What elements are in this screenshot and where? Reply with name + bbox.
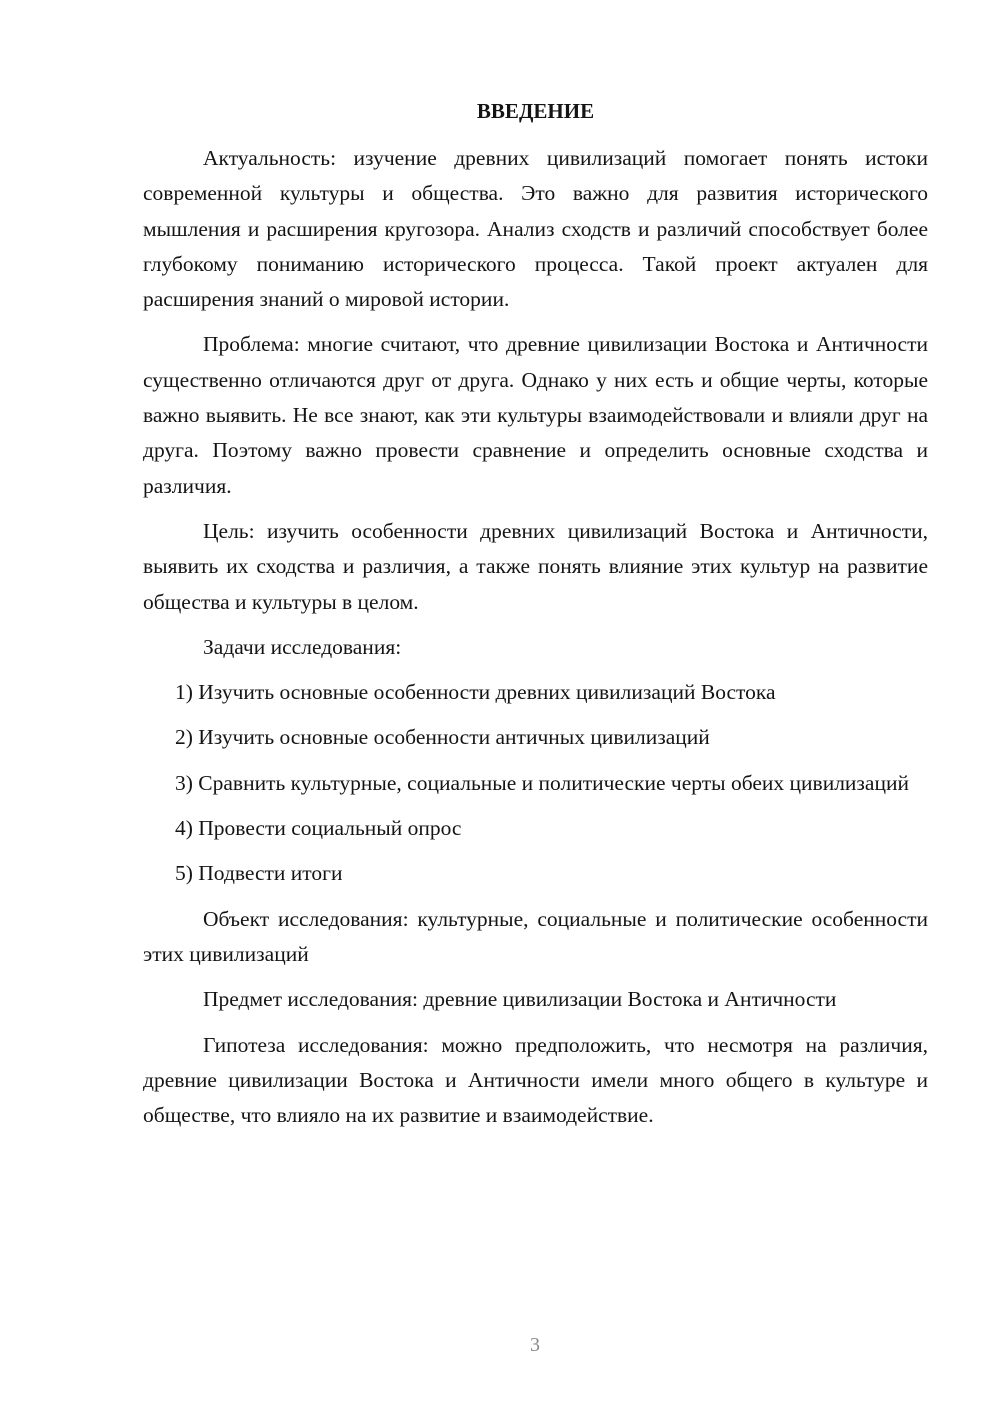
paragraph-relevance: Актуальность: изучение древних цивилизаций помогает понять истоки современной культуры и общества. Это важно для развития исторического мышления и расширения кругозора. Анализ сходств и различий способствует более глубокому пониманию исторического процесса. Такой проект актуален для расширения знаний о мировой истории.: [143, 146, 928, 312]
section-title: ВВЕДЕНИЕ: [476, 99, 595, 123]
page-number: 3: [530, 1334, 540, 1356]
list-item: 3) Сравнить культурные, социальные и политические черты обеих цивилизаций: [175, 770, 909, 795]
paragraph-problem: Проблема: многие считают, что древние цивилизации Востока и Античности существенно отличаются друг от друга. Однако у них есть и общие черты, которые важно выявить. Не все знают, как эти культуры взаимодействовали и влияли друг на друга. Поэтому важно провести сравнение и определить основные сходства и различия.: [143, 332, 928, 498]
paragraph-goal: Цель: изучить особенности древних цивилизаций Востока и Античности, выявить их сходства и различия, а также понять влияние этих культур на развитие общества и культуры в целом.: [143, 518, 928, 614]
document-page: [143, 95, 928, 1143]
tasks-list: [143, 675, 928, 891]
list-item: 1) Изучить основные особенности древних цивилизаций Востока: [175, 680, 776, 705]
paragraph-subject: Предмет исследования: древние цивилизации Востока и Античности: [203, 987, 837, 1012]
list-item: 2) Изучить основные особенности античных цивилизаций: [175, 725, 710, 750]
list-item: 5) Подвести итоги: [175, 861, 343, 886]
paragraph-object: Объект исследования: культурные, социальные и политические особенности этих цивилизаций: [143, 906, 928, 966]
list-item: 4) Провести социальный опрос: [175, 816, 462, 841]
tasks-heading: Задачи исследования:: [203, 634, 402, 659]
paragraph-hypothesis: Гипотеза исследования: можно предположить, что несмотря на различия, древние цивилизации Востока и Античности имели много общего в культуре и обществе, что влияло на их развитие и взаимодействие.: [143, 1032, 928, 1128]
